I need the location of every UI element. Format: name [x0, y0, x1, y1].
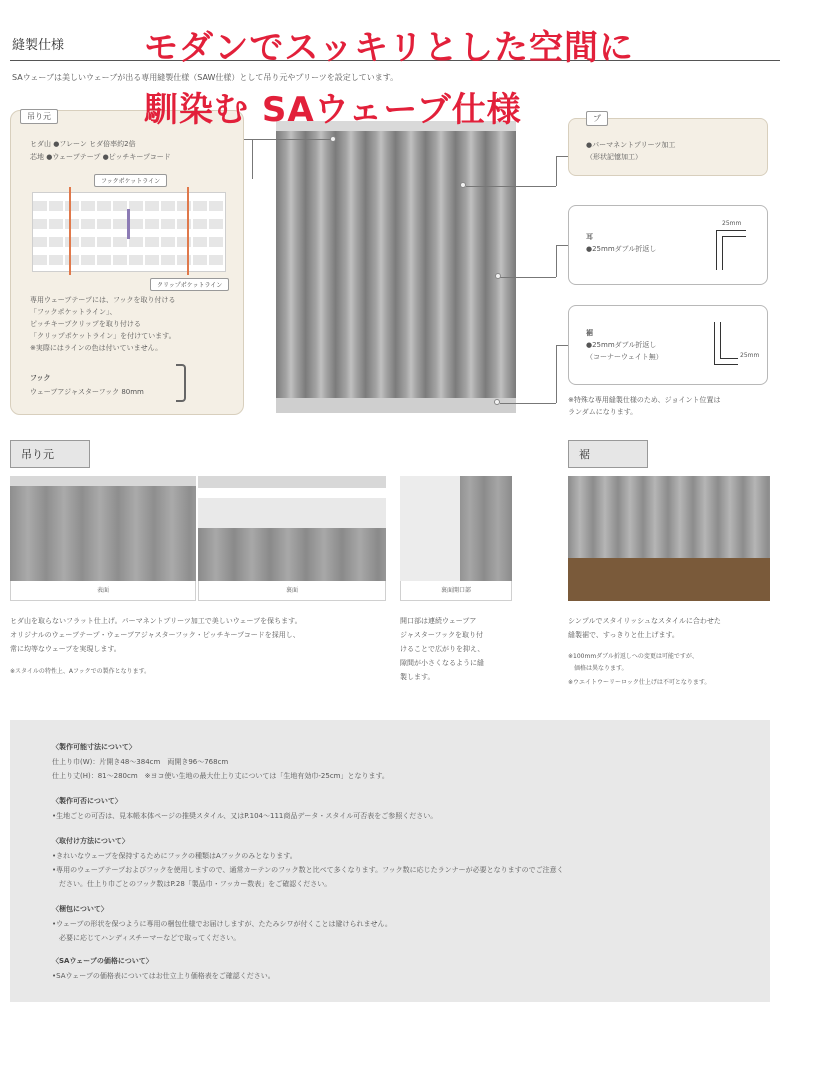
- heading-back-photo: [198, 476, 386, 581]
- info-heading: 〈梱包について〉: [52, 905, 108, 913]
- heading-desc-line: ヒダ山を取らないフラット仕上げ。パーマネントプリーツ加工で美しいウェーブを保ちます。: [10, 617, 302, 625]
- curtain-floor: [276, 398, 516, 413]
- ear-fold-diagram: [722, 236, 746, 237]
- callout-dot: [494, 399, 500, 405]
- overlay-headline-2: 馴染む SAウェーブ仕様: [144, 90, 522, 130]
- hem-note-line: ※100mmダブル折返しへの変更は可能ですが、: [568, 653, 698, 660]
- info-line: ださい。仕上り巾ごとのフック数はP.28「製品巾・フッカー数表」をご確認ください。: [52, 880, 332, 888]
- tape-row: [33, 255, 225, 265]
- hem-section-label: 裾: [568, 440, 648, 468]
- callout-dot: [330, 136, 336, 142]
- panel-tag: 吊り元: [20, 109, 58, 124]
- hook-pocket-line: [69, 187, 71, 275]
- info-line: •SAウェーブの価格表についてはお仕立上り価格表をご確認ください。: [52, 972, 275, 980]
- hem-note-line: 価格は異なります。: [568, 665, 628, 672]
- curtain-photo: [276, 121, 516, 413]
- heading-desc-line: 常に均等なウェーブを実現します。: [10, 645, 121, 653]
- hook-name: ウェーブアジャスターフック 80mm: [30, 388, 144, 396]
- info-line: 必要に応じてハンディスチーマーなどで取ってください。: [52, 934, 241, 942]
- info-line: 仕上り丈(H)：81〜280cm ※ヨコ使い生地の最大仕上り丈については「生地有効巾-25cm」となります。: [52, 772, 389, 780]
- ear-line-1: ●25mmダブル折返し: [586, 245, 657, 253]
- opening-desc-line: ジャスターフックを取り付: [400, 631, 484, 639]
- opening-desc-line: 開口部は連続ウェーブア: [400, 617, 477, 625]
- info-line: •きれいなウェーブを保持するためにフックの種類はAフックのみとなります。: [52, 852, 297, 860]
- hem-dimension: 25mm: [740, 352, 760, 359]
- leader-line: [556, 345, 568, 346]
- info-heading: 〈製作可否について〉: [52, 797, 122, 805]
- hook-title: フック: [30, 374, 51, 382]
- leader-line: [500, 403, 556, 404]
- hem-line-1: ●25mmダブル折返し: [586, 341, 657, 349]
- overlay-headline-1: モダンでスッキリとした空間に: [144, 28, 634, 68]
- hem-note-line: ※ウエイトウーリーロック仕上げは不可となります。: [568, 679, 711, 686]
- wave-tape-diagram: [32, 192, 226, 272]
- heading-section-label: 吊り元: [10, 440, 90, 468]
- heading-front-photo: [10, 476, 196, 581]
- section-title: 縫製仕様: [12, 38, 65, 53]
- callout-dot: [460, 182, 466, 188]
- joint-note-line: ランダムになります。: [568, 408, 638, 416]
- hem-fold-diagram: [720, 358, 738, 359]
- ear-title: 耳: [586, 233, 593, 241]
- callout-dot: [495, 273, 501, 279]
- info-heading: 〈取付け方法について〉: [52, 837, 129, 845]
- opening-photo: [400, 476, 512, 581]
- opening-caption: 裏面開口部: [400, 581, 512, 601]
- ear-fold-diagram: [716, 230, 717, 270]
- panel-desc-line: ピッチキープクリップを取り付ける: [30, 320, 141, 328]
- hook-icon: [176, 364, 186, 402]
- panel-desc-line: 専用ウェーブテープには、フックを取り付ける: [30, 296, 176, 304]
- joint-note-line: ※特殊な専用縫製仕様のため、ジョイント位置は: [568, 396, 721, 404]
- leader-line: [556, 245, 568, 246]
- hem-fold-diagram: [720, 322, 721, 358]
- ear-dimension: 25mm: [722, 220, 742, 227]
- joint-note: [568, 394, 720, 418]
- intro-text: SAウェーブは美しいウェーブが出る専用縫製仕様（SAW仕様）として吊り元やプリーツを設定しています。: [12, 73, 399, 82]
- panel-desc-line: ※実際にはラインの色は付いていません。: [30, 344, 163, 352]
- panel-desc-line: 「クリップポケットライン」を付けています。: [30, 332, 176, 340]
- leader-line: [556, 345, 557, 403]
- hem-fold-diagram: [714, 364, 738, 365]
- back-caption: 裏面: [198, 581, 386, 601]
- leader-line: [556, 156, 557, 186]
- leader-line: [466, 186, 556, 187]
- hook-pocket-line: [187, 187, 189, 275]
- leader-line: [500, 277, 556, 278]
- spec-line-2: 芯地 ●ウェーブテープ ●ピッチキープコード: [30, 153, 171, 161]
- hem-desc-line: シンプルでスタイリッシュなスタイルに合わせた: [568, 617, 721, 625]
- panel-desc-line: 「フックポケットライン」、: [30, 308, 117, 316]
- opening-desc-line: 隙間が小さくなるように縫: [400, 659, 484, 667]
- hem-title: 裾: [586, 329, 593, 337]
- hem-photo: [568, 476, 770, 601]
- info-line: •専用のウェーブテープおよびフックを使用しますので、通常カーテンのフック数と比べて多くなります。フック数に応じたランナーが必要となりますのでご注意く: [52, 866, 564, 874]
- clip-pocket-line: [127, 209, 130, 239]
- opening-desc-line: 製します。: [400, 673, 435, 681]
- info-heading: 〈製作可能寸法について〉: [52, 743, 136, 751]
- hook-pocket-label: フックポケットライン: [94, 174, 167, 187]
- opening-desc-line: けることで広がりを抑え、: [400, 645, 485, 653]
- leader-line: [556, 245, 557, 277]
- leader-line: [244, 139, 334, 140]
- hem-desc-line: 縫製裾で、すっきりと仕上げます。: [568, 631, 679, 639]
- info-line: 仕上り巾(W)：片開き48〜384cm 両開き96〜768cm: [52, 758, 229, 766]
- info-line: •ウェーブの形状を保つように専用の梱包仕様でお届けしますが、たたみシワが付くことは避けられません。: [52, 920, 392, 928]
- pleat-line-1: ●パーマネントプリーツ加工: [586, 141, 676, 149]
- ear-fold-diagram: [716, 230, 746, 231]
- clip-pocket-label: クリップポケットライン: [150, 278, 229, 291]
- leader-line: [252, 139, 253, 179]
- heading-desc-line: オリジナルのウェーブテープ・ウェーブアジャスターフック・ピッチキープコードを採用し、: [10, 631, 300, 639]
- heading-note: ※スタイルの特性上、Aフックでの製作となります。: [10, 668, 151, 675]
- hem-line-2: （コーナーウェイト無）: [586, 353, 663, 361]
- pleat-line-2: （形状記憶加工）: [586, 153, 642, 161]
- pleat-tag: プ: [586, 111, 608, 126]
- front-caption: 表面: [10, 581, 196, 601]
- info-line: •生地ごとの可否は、見本帳本体ページの推奨スタイル、又はP.104〜111商品データ・スタイル可否表をご参照ください。: [52, 812, 438, 820]
- info-heading: 〈SAウェーブの価格について〉: [52, 957, 153, 965]
- ear-fold-diagram: [722, 236, 723, 270]
- leader-line: [556, 156, 568, 157]
- hem-fold-diagram: [714, 322, 715, 364]
- spec-line-1: ヒダ山 ●フレーン ヒダ倍率約2倍: [30, 140, 136, 148]
